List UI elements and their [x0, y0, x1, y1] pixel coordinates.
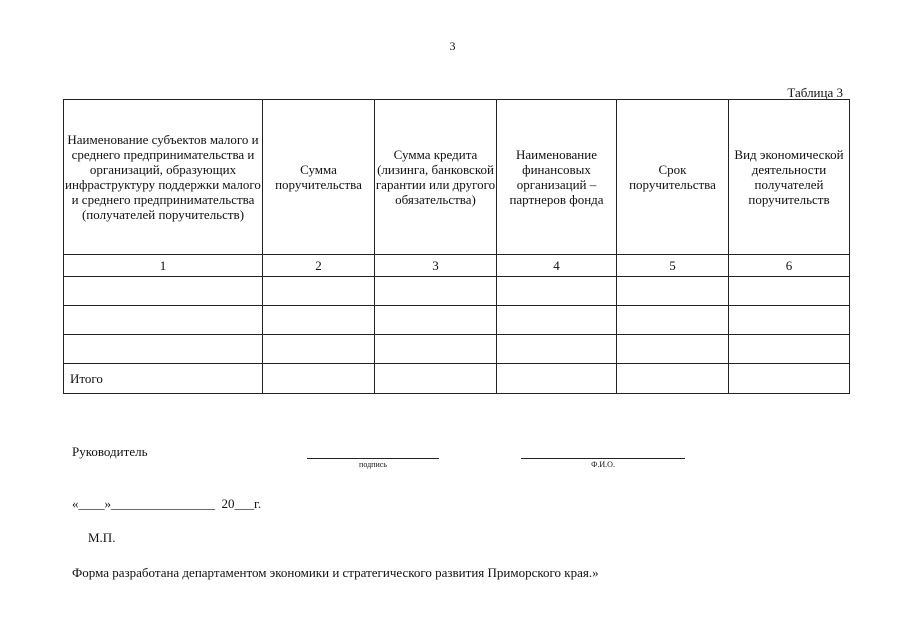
header-partner-organizations: Наименование финансовых организаций – партнеров фонда: [497, 100, 617, 255]
header-recipients: Наименование субъектов малого и среднего предпринимательства и организаций, образующих инфраструктуру поддержки малого и среднего предпринимательства (получателей поручительств): [64, 100, 263, 255]
table-cell: [375, 364, 497, 394]
table-caption: Таблица 3: [787, 85, 843, 100]
page-number: 3: [449, 39, 456, 53]
header-credit-amount: Сумма кредита (лизинга, банковской гарантии или другого обязательства): [375, 100, 497, 255]
table-cell: [497, 335, 617, 364]
column-number-row: [64, 255, 850, 277]
table-row: [64, 277, 850, 306]
header-guarantee-term: Срок поручительства: [617, 100, 729, 255]
table-row: [64, 335, 850, 364]
table-cell: [729, 335, 850, 364]
footer-note: Форма разработана департаментом экономики и стратегического развития Приморского края.»: [72, 565, 599, 580]
report-table: [63, 99, 850, 394]
table-cell: [497, 277, 617, 306]
table-cell: [729, 277, 850, 306]
table-cell: [64, 306, 263, 335]
table-cell: [263, 364, 375, 394]
name-caption: Ф.И.О.: [591, 460, 615, 469]
table-row: [64, 306, 850, 335]
table-cell: [64, 335, 263, 364]
table-cell: [617, 277, 729, 306]
column-number: 1: [64, 255, 263, 277]
table-cell: [617, 364, 729, 394]
header-guarantee-amount: Сумма поручительства: [263, 100, 375, 255]
total-row: [64, 364, 850, 394]
seal-label: М.П.: [88, 530, 116, 545]
date-line: «____»________________ 20___г.: [72, 496, 262, 511]
table-cell: [64, 277, 263, 306]
table-cell: [729, 364, 850, 394]
table-cell: [375, 306, 497, 335]
total-label: Итого: [64, 364, 263, 394]
table-cell: [263, 306, 375, 335]
table-cell: [375, 335, 497, 364]
signature-line: [307, 458, 439, 459]
column-number: 6: [729, 255, 850, 277]
table-header-row: [64, 100, 850, 255]
header-activity-type: Вид экономической деятельности получателей поручительств: [729, 100, 850, 255]
table-cell: [729, 306, 850, 335]
column-number: 3: [375, 255, 497, 277]
column-number: 2: [263, 255, 375, 277]
table-cell: [617, 335, 729, 364]
column-number: 5: [617, 255, 729, 277]
name-line: [521, 458, 685, 459]
table-cell: [617, 306, 729, 335]
table-cell: [497, 364, 617, 394]
column-number: 4: [497, 255, 617, 277]
table-cell: [263, 335, 375, 364]
table-cell: [497, 306, 617, 335]
signer-label: Руководитель: [72, 444, 148, 459]
table-cell: [375, 277, 497, 306]
table-cell: [263, 277, 375, 306]
signature-caption: подпись: [359, 460, 387, 469]
